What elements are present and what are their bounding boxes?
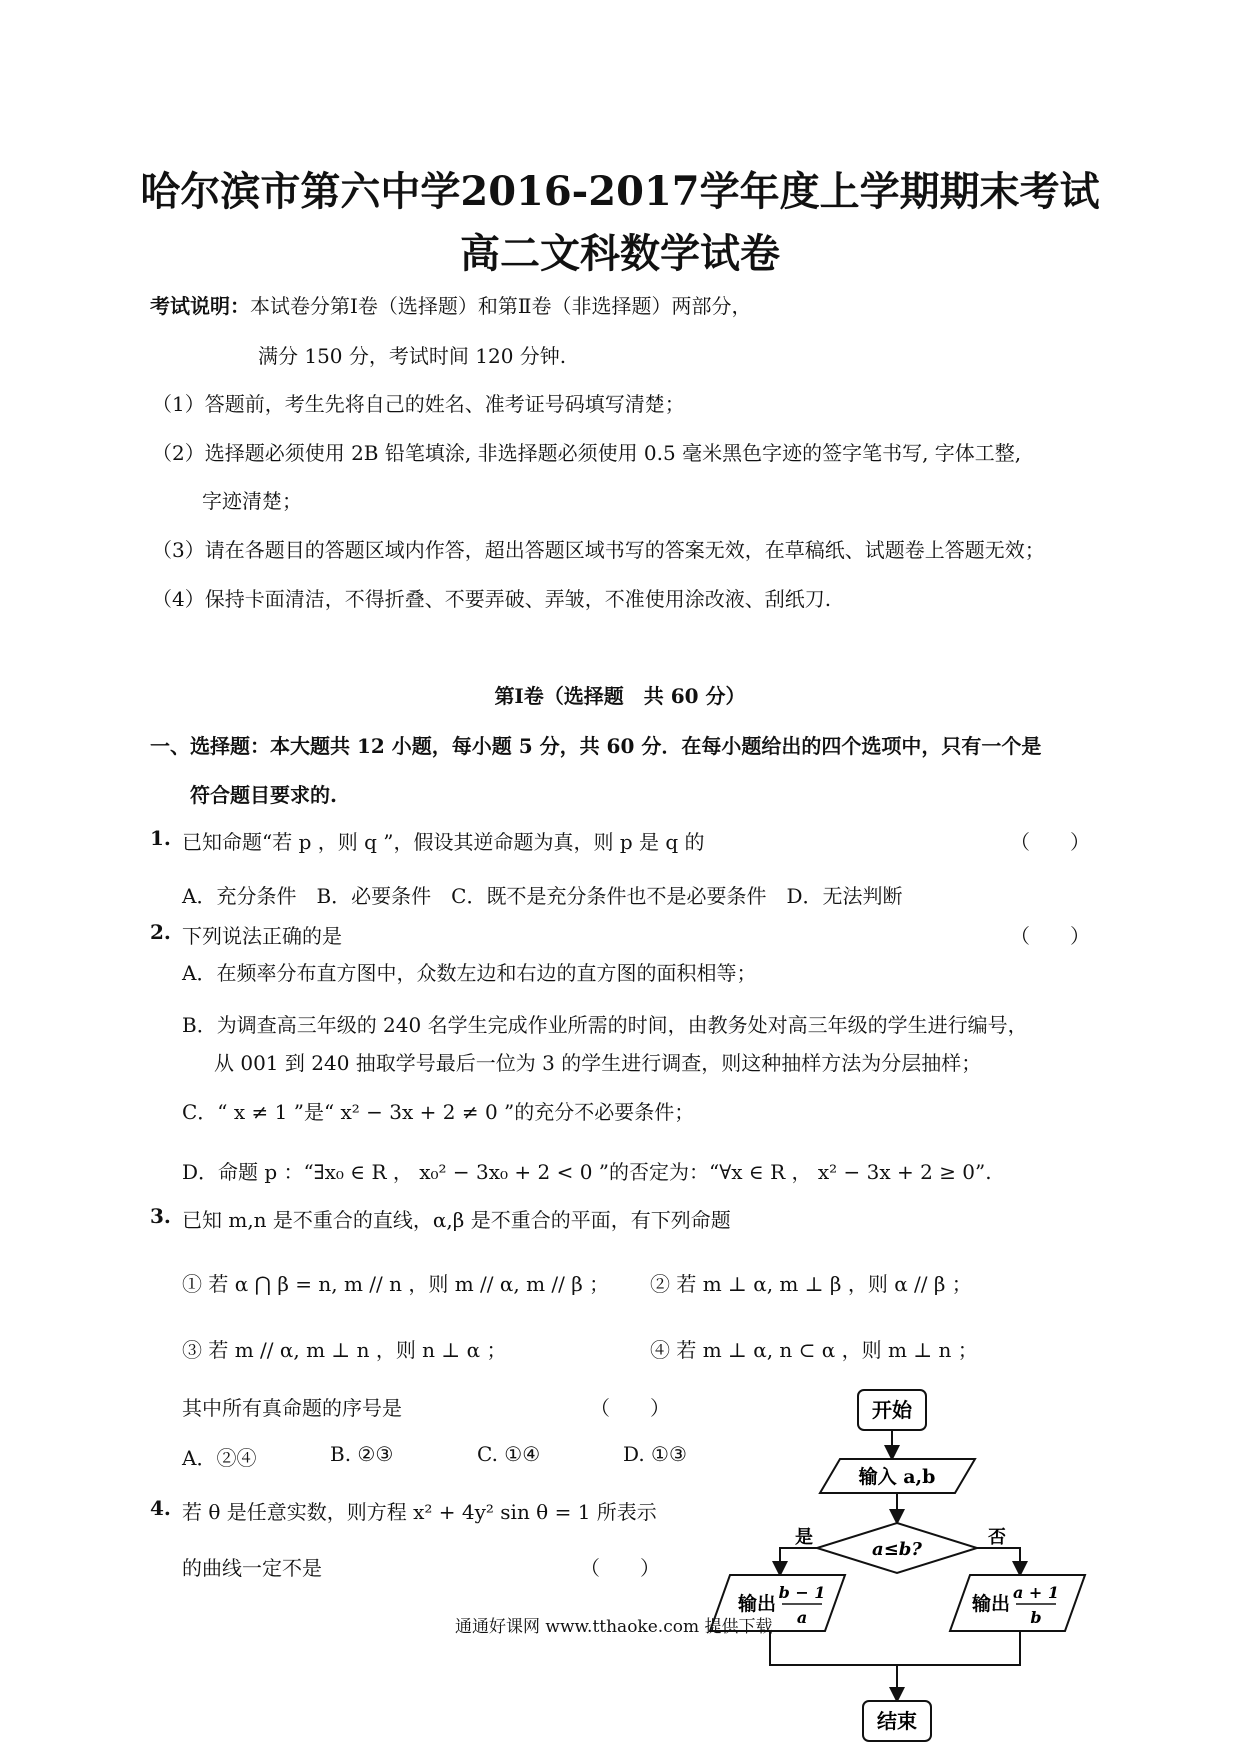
q3-answer-paren: （ ） xyxy=(590,1396,670,1420)
q1-options: A．充分条件 B．必要条件 C．既不是充分条件也不是必要条件 D．无法判断 xyxy=(182,884,903,908)
section-intro-line2: 符合题目要求的. xyxy=(190,783,337,807)
q3-stem: 已知 m,n 是不重合的直线，α,β 是不重合的平面，有下列命题 xyxy=(182,1208,731,1232)
q2-option-b-line2: 从 001 到 240 抽取学号最后一位为 3 的学生进行调查，则这种抽样方法为分层抽样； xyxy=(214,1051,982,1075)
q3-prop2: ② 若 m ⊥ α, m ⊥ β ，则 α // β ； xyxy=(650,1272,972,1296)
instructions-item2a: （2）选择题必须使用 2B 铅笔填涂, 非选择题必须使用 0.5 毫米黑色字迹的签字笔书写, 字体工整, xyxy=(152,441,1022,465)
flowchart-output-left-label: 输出 xyxy=(738,1593,777,1615)
q4-number: 4. xyxy=(150,1496,171,1520)
flowchart-end-label: 结束 xyxy=(877,1709,917,1733)
q1-stem: 已知命题“若 p ，则 q ”，假设其逆命题为真，则 p 是 q 的 xyxy=(182,830,705,854)
q3-number: 3. xyxy=(150,1204,171,1228)
flowchart-input-label: 输入 a,b xyxy=(858,1466,936,1488)
q3-option-d: D. ①③ xyxy=(623,1442,687,1466)
q1-number: 1. xyxy=(150,826,171,850)
section-intro-line1: 一、选择题：本大题共 12 小题，每小题 5 分，共 60 分．在每小题给出的四个选项中，只有一个是 xyxy=(150,734,1042,758)
q4-answer-paren: （ ） xyxy=(580,1556,660,1580)
q4-stem-line1: 若 θ 是任意实数，则方程 x² + 4y² sin θ = 1 所表示 xyxy=(182,1500,657,1524)
q2-option-b-line1: B．为调查高三年级的 240 名学生完成作业所需的时间，由教务处对高三年级的学生进行编号， xyxy=(182,1013,1028,1037)
q2-option-d: D．命题 p ：“∃x₀ ∈ R ， x₀² − 3x₀ + 2 < 0 ”的否定为：“∀x ∈ R ， x² − 3x + 2 ≥ 0”. xyxy=(182,1160,992,1184)
q2-option-a: A．在频率分布直方图中，众数左边和右边的直方图的面积相等； xyxy=(182,961,757,985)
instructions-item1: （1）答题前，考生先将自己的姓名、准考证号码填写清楚； xyxy=(152,392,685,416)
flowchart-output-left-numerator: b − 1 xyxy=(778,1583,826,1602)
q2-number: 2. xyxy=(150,920,171,944)
instructions-item4: （4）保持卡面清洁，不得折叠、不要弄破、弄皱，不准使用涂改液、刮纸刀. xyxy=(152,587,832,611)
q3-option-a: A．②④ xyxy=(182,1446,257,1470)
instructions-line1: 本试卷分第Ⅰ卷（选择题）和第Ⅱ卷（非选择题）两部分， xyxy=(250,294,752,318)
instructions-item3: （3）请在各题目的答题区域内作答，超出答题区域书写的答案无效，在草稿纸、试题卷上答题无效； xyxy=(152,538,1045,562)
flowchart xyxy=(690,1385,1110,1753)
q2-answer-paren: （ ） xyxy=(1010,924,1090,948)
flowchart-output-right-denominator: b xyxy=(1030,1608,1042,1627)
flowchart-arrow xyxy=(780,1548,817,1573)
flowchart-decision-label: a≤b? xyxy=(872,1539,922,1560)
flowchart-merge-line xyxy=(770,1631,1020,1665)
flowchart-no-label: 否 xyxy=(988,1527,1006,1548)
exam-subtitle: 高二文科数学试卷 xyxy=(460,230,780,277)
exam-title: 哈尔滨市第六中学2016-2017学年度上学期期末考试 xyxy=(140,168,1100,215)
flowchart-start-label: 开始 xyxy=(872,1398,912,1422)
flowchart-yes-label: 是 xyxy=(795,1527,813,1548)
flowchart-output-left-denominator: a xyxy=(796,1608,808,1627)
section-heading: 第Ⅰ卷（选择题 共 60 分） xyxy=(494,684,746,708)
q3-prop3: ③ 若 m // α, m ⊥ n ，则 n ⊥ α ； xyxy=(182,1338,507,1362)
instructions-line2: 满分 150 分，考试时间 120 分钟. xyxy=(258,344,567,368)
instructions-label: 考试说明： xyxy=(150,294,250,318)
instructions-item2b: 字迹清楚； xyxy=(202,489,302,513)
instructions-first-line xyxy=(150,290,752,319)
flowchart-output-right-numerator: a + 1 xyxy=(1012,1583,1060,1602)
q4-stem-line2: 的曲线一定不是 xyxy=(182,1556,322,1580)
q3-prop1: ① 若 α ⋂ β = n, m // n ，则 m // α, m // β ； xyxy=(182,1272,610,1296)
q3-question: 其中所有真命题的序号是 xyxy=(182,1396,402,1420)
q3-option-b: B. ②③ xyxy=(330,1442,394,1466)
flowchart-arrow xyxy=(977,1548,1020,1573)
q2-option-c: C．“ x ≠ 1 ”是“ x² − 3x + 2 ≠ 0 ”的充分不必要条件； xyxy=(182,1100,695,1124)
q3-prop4: ④ 若 m ⊥ α, n ⊂ α ，则 m ⊥ n ； xyxy=(650,1338,978,1362)
footer-watermark: 通通好课网 www.tthaoke.com 提供下载 xyxy=(455,1617,773,1637)
flowchart-output-right-label: 输出 xyxy=(972,1593,1011,1615)
q2-stem: 下列说法正确的是 xyxy=(182,924,342,948)
q1-answer-paren: （ ） xyxy=(1010,830,1090,854)
q3-option-c: C. ①④ xyxy=(477,1442,541,1466)
